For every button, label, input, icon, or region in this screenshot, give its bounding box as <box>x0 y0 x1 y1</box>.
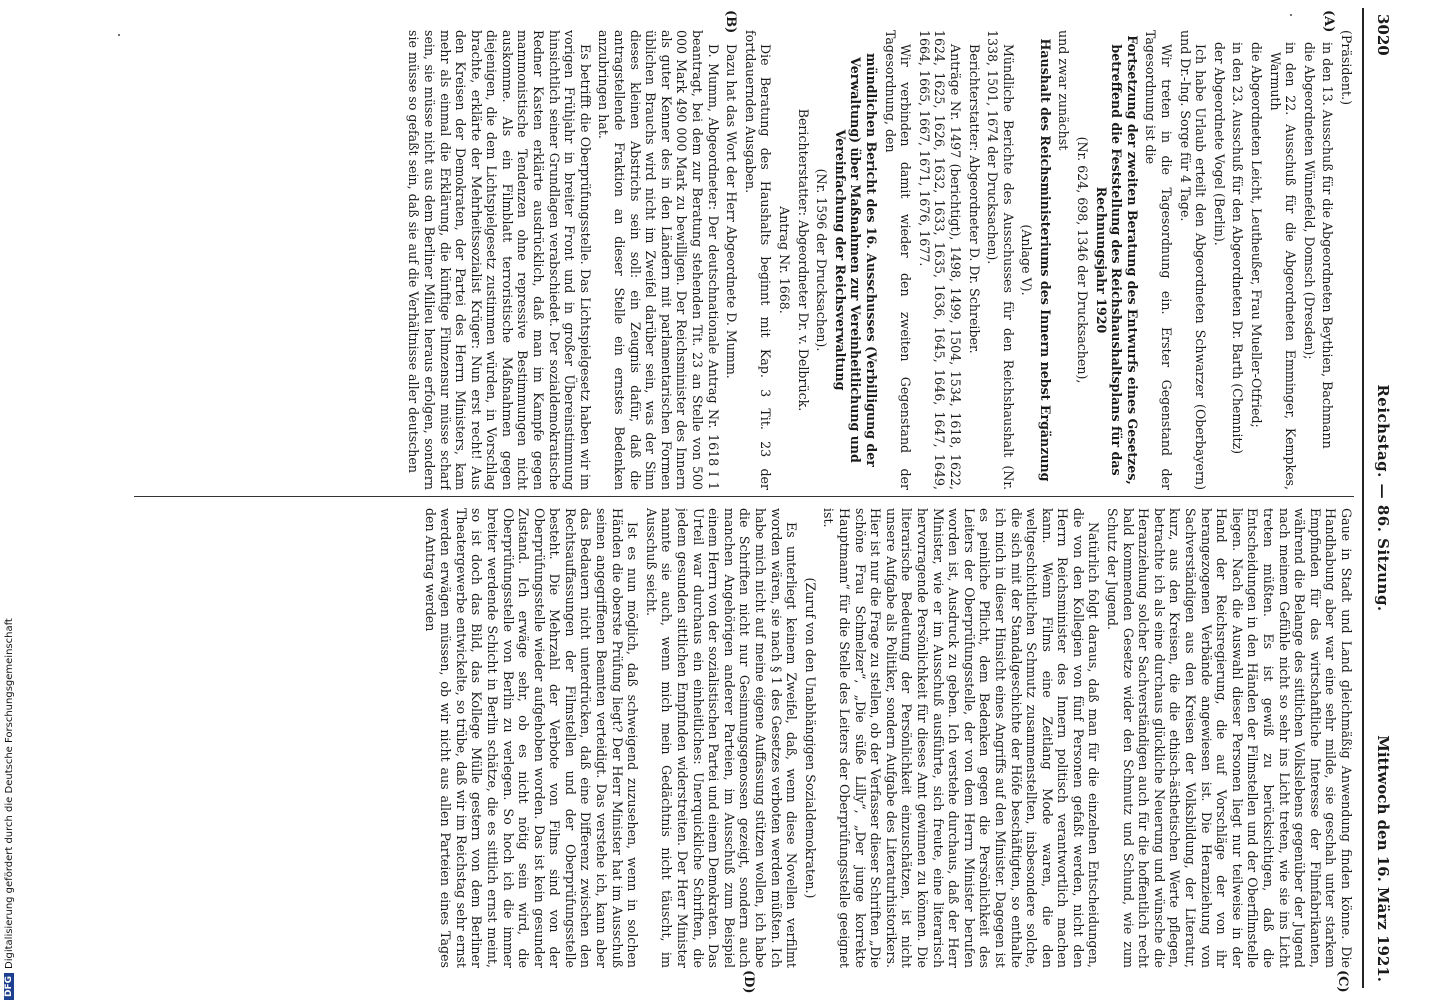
speech-paragraph: Ist es nun möglich, daß schweigend zuzusehen, wenn in solchen Händen die oberste Prüfung liegt? Der Herr Minister hat im Ausschuß seinen angegriffenen Beamten verteidigt. Das verstehe ich, kann aber das Bedauern nicht unterdrücken, daß eine Differenz zwischen den Rechtsauffassungen der Filmstellen und der Oberprüfungsstelle besteht. Die Mehrzahl der Verbote von Films sind von der Oberprüfungsstelle wieder aufgehoben worden. Das ist kein gesunder Zustand. Ich erwäge sehr, ob es nicht nötig sein wird, die Oberprüfungsstelle von Berlin zu verlegen. So hoch ich die immer breiter werdende Schicht in Berlin schätze, die es sittlich ernst meint, so ist doch das Bild, das Kollege Mülle gestern von dem Berliner Theatergewerbe entwickelte, so trübe, daß wir im Reichstag sehr ernst werden erwägen müssen, ob wir nicht aus allen Parteien eines Tages den Antrag werden <box>422 508 641 968</box>
paragraph: Die Beratung des Haushalts beginnt mit Kap. 3 Tit. 23 der fortdauernden Ausgaben. <box>742 30 774 490</box>
dfg-logo: DFG <box>4 973 14 1000</box>
margin-mark-d: (D) <box>741 970 756 994</box>
paragraph: Antrag Nr. 1668. <box>777 206 792 314</box>
paragraph: die Abgeordneten Leicht, Leutheußer, Frau Mueller-Otfried; <box>1249 42 1265 428</box>
interjection: (Zuruf von den Unabhängigen Sozialdemokraten.) <box>802 577 818 899</box>
paragraph: Anträge Nr. 1497 (berichtigt), 1498, 1499, 1504, 1534, 1618, 1622, 1624, 1625, 1626, 1632, 1633, 1635, 1636, 1645, 1646, 1647, 1649, 1664, 1665, 1667, 1671, 1676, 1677. <box>916 30 963 490</box>
agenda-heading: Haushalt des Reichsministeriums des Innern nebst Ergänzung <box>1037 38 1053 482</box>
agenda-heading: mündlichen Bericht des 16. Ausschusses (Verbilligung der Verwaltung) über Maßnahmen zur Vereinheitlichung und Vereinfachung der Reichsverwaltung <box>832 53 879 467</box>
credit-text: Digitalisierung gefördert durch die Deutsche Forschungsgemeinschaft <box>4 618 15 969</box>
paragraph: Berichterstatter: Abgeordneter D. Dr. Schreiber. <box>966 44 982 354</box>
digitization-credit <box>4 0 20 1000</box>
speech-paragraph: Natürlich folgt daraus, daß man für die einzelnen Entscheidungen, die von den Kollegien von fünf Personen gefaßt werden, nicht den Herrn Reichsminister des Innern politisch verantwortlich machen kann. Wenn Films eine Zeitlang Mode waren, die den weltgeschichtlichen Schmutz zusammenstellten, insbesondere solche, die sich mit der Standalgeschichte der Höfe beschäftigten, so enthalte ich mich in dieser Hinsicht eines Angriffs auf den Minister. Dagegen ist es peinliche Pflicht, dem Bedenken gegen die Persönlichkeit des Leiters der Oberprüfungsstelle, der von dem Herrn Minister berufen worden ist, Ausdruck zu geben. Ich verstehe durchaus, daß der Herr Minister, wie er im Ausschuß ausführte, sich freute, eine literarisch hervorragende Persönlichkeit für dieses Amt gewinnen zu können. Die literarische Bedeutung der Persönlichkeit einzuschätzen, ist nicht unsere Aufgabe als Politiker, sondern Aufgabe des Literaturhistorikers. Hier ist nur die Frage zu stellen, ob der Verfasser dieser Schriften „Die schöne Frau Schmelzer“, „Die süße Lilly“, „Der junge korrekte Hauptmann“ für die Stelle des Leiters der Oberprüfungsstelle geeignet ist. <box>821 508 1102 968</box>
margin-mark-b: (B) <box>723 10 738 34</box>
paragraph: Berichterstatter: Abgeordneter Dr. v. Delbrück. <box>795 108 811 412</box>
paragraph: Wir treten in die Tagesordnung ein. Erster Gegenstand der Tagesordnung ist die <box>1143 30 1175 490</box>
paragraph: Mündliche Berichte des Ausschusses für den Reichshaushalt (Nr. 1338, 1501, 1674 der Drucksachen). <box>985 30 1016 490</box>
speech-paragraph: Gaue in Stadt und Land gleichmäßig Anwendung finden könne. Die Handhabung aber war eine sehr milde, sie geschah unter starkem Empfinden für das wirtschaftliche Interesse der Filmfabrikanten, während die Belange des sittlichen Volkslebens gegenüber der Jugend nach meinem Gefühle nicht so sehr ins Licht treten, wie sie ins Licht treten müßten. Es ist gewiß zu berücksichtigen, daß die Entscheidungen in den Händen der Filmstellen und der Oberfilmstelle liegen. Nach die Auswahl dieser Personen liegt nur teilweise in der Hand der Reichsregierung, die auf Vorschläge der von ihr herangezogenen Verbände angewiesen ist. Die Heranziehung von Sachverständigen aus den Kreisen der Volksbildung, der Literatur, kurz, aus den Kreisen, die die ethisch-ästhetischen Werte pflegen, betrachte ich als eine durchaus glückliche Neuerung und wünsche die Heranziehung solcher Sachverständigen auch für die hoffentlich recht bald kommenden Gesetze wider den Schmutz und Schund, wie zum Schutz der Jugend. <box>1105 508 1354 968</box>
paragraph: (Anlage V). <box>1019 224 1035 296</box>
margin-mark-a: (A) <box>1321 10 1336 33</box>
margin-mark-c: (C) <box>1335 970 1350 993</box>
paragraph: in den 13. Ausschuß für die Abgeordneten Beythien, Bachmann <box>1320 42 1336 449</box>
running-title: Reichstag. — 86. Sitzung. <box>1374 384 1392 612</box>
paragraph: (Nr. 624, 698, 1346 der Drucksachen), <box>1075 136 1091 384</box>
speech-paragraph: Es unterliegt keinem Zweifel, daß, wenn diese Novellen verfilmt worden wären, sie nach § 1 des Gesetzes verboten werden müßten. Ich habe mich nicht auf meine eigene Auffassung stützen wollen, ich habe die Schriften nicht nur Gesinnungsgenossen gezeigt, sondern auch manchen Angehörigen anderer Parteien, im Ausschuß zum Beispiel einem Herrn von der sozialistischen Partei und einem Demokraten. Das Urteil war durchaus ein einheitliches: Unerquickliche Schriften, die jedem gesunden sittlichen Empfinden widerstreiten. Der Herr Minister nannte sie auch, wenn mich mein Gedächtnis nicht täuscht, im Ausschuß seicht. <box>643 508 800 968</box>
speaker-label: (Präsident.) <box>1339 30 1354 106</box>
session-date: Mittwoch den 16. März 1921. <box>1374 735 1392 982</box>
right-text-column <box>124 508 1354 968</box>
speech-paragraph: D. Mumm, Abgeordneter: Der deutschnationale Antrag Nr. 1618 I 1 beantragt, bei dem zur Beratung stehenden Tit. 23 an Stelle von 500 000 Mark 490 000 Mark zu bewilligen. Der Reichsminister des Innern als guter Kenner des in den Ländern mit parlamentarischen Formen üblichen Brauchs wird nicht im Zweifel darüber sein, was der Sinn dieses kleinen Abstrichs sein soll: ein Zeugnis dafür, daß die antragstellende Fraktion an dieser Stelle ein ernstes Bedenken anzubringen hat. <box>596 30 721 490</box>
paragraph: Ich habe Urlaub erteilt den Abgeordneten Schwarzer (Oberbayern) und Dr.-Ing. Sorge für 4 Tage. <box>1177 30 1209 490</box>
paragraph: in den 23. Ausschuß für den Abgeordneten Dr. Barth (Chemnitz) <box>1230 42 1246 455</box>
paragraph: der Abgeordnete Vogel (Berlin). <box>1211 42 1227 246</box>
paragraph: und zwar zunächst <box>1056 30 1072 151</box>
paragraph: Dazu hat das Wort der Herr Abgeordnete D. Mumm. <box>724 44 740 379</box>
scan-speck <box>1290 14 1292 16</box>
paragraph: (Nr. 1596 der Drucksachen). <box>814 168 830 352</box>
left-text-column <box>124 30 1354 490</box>
paragraph: Wir verbinden damit wieder den zweiten Gegenstand der Tagesordnung, den <box>882 30 914 490</box>
page-header <box>1362 8 1398 988</box>
page-number: 3020 <box>1374 14 1392 56</box>
paragraph: die Abgeordneten Wünnefeld, Domsch (Dresden); <box>1301 42 1317 360</box>
rotated-document-page <box>118 8 1398 994</box>
column-divider <box>134 496 1354 497</box>
scan-speck <box>118 34 120 36</box>
speech-paragraph: Es betrifft die Oberprüfungsstelle. Das Lichtspielgesetz haben wir im vorigen Frühjahr in breiter Front und in großer Übereinstimmung hinsichtlich seiner Grundlagen verabschiedet. Der sozialdemokratische Redner Kasten erklärte ausdrücklich, daß man im Kampfe gegen mammonistische Tendenzen ohne repressive Bestimmungen nicht auskomme. Als ein Filmblatt terroristische Maßnahmen gegen diejenigen, die dem Lichtspielgesetz zustimmen würden, in Vorschlag brachte, erklärte der Mehrheitssozialist Krüger: Nun erst recht! Aus den Kreisen der Demokraten, der Partei des Herrn Ministers, kam mehr als einmal die Erklärung, die künftige Filmzensur müsse scharf sein, sie müsse nicht aus dem Berliner Milieu heraus erfolgen, sondern sie müsse so gefaßt sein, daß sie auf die Verhältnisse aller deutschen <box>406 30 593 490</box>
paragraph: in den 22. Ausschuß für die Abgeordneten Emminger, Kempkes, Warmuth <box>1267 42 1299 490</box>
agenda-heading: Fortsetzung der zweiten Beratung des Entwurfs eines Gesetzes, betreffend die Feststellung des Reichshaushaltsplans für das Rechnungsjahr 1920 <box>1093 35 1140 485</box>
